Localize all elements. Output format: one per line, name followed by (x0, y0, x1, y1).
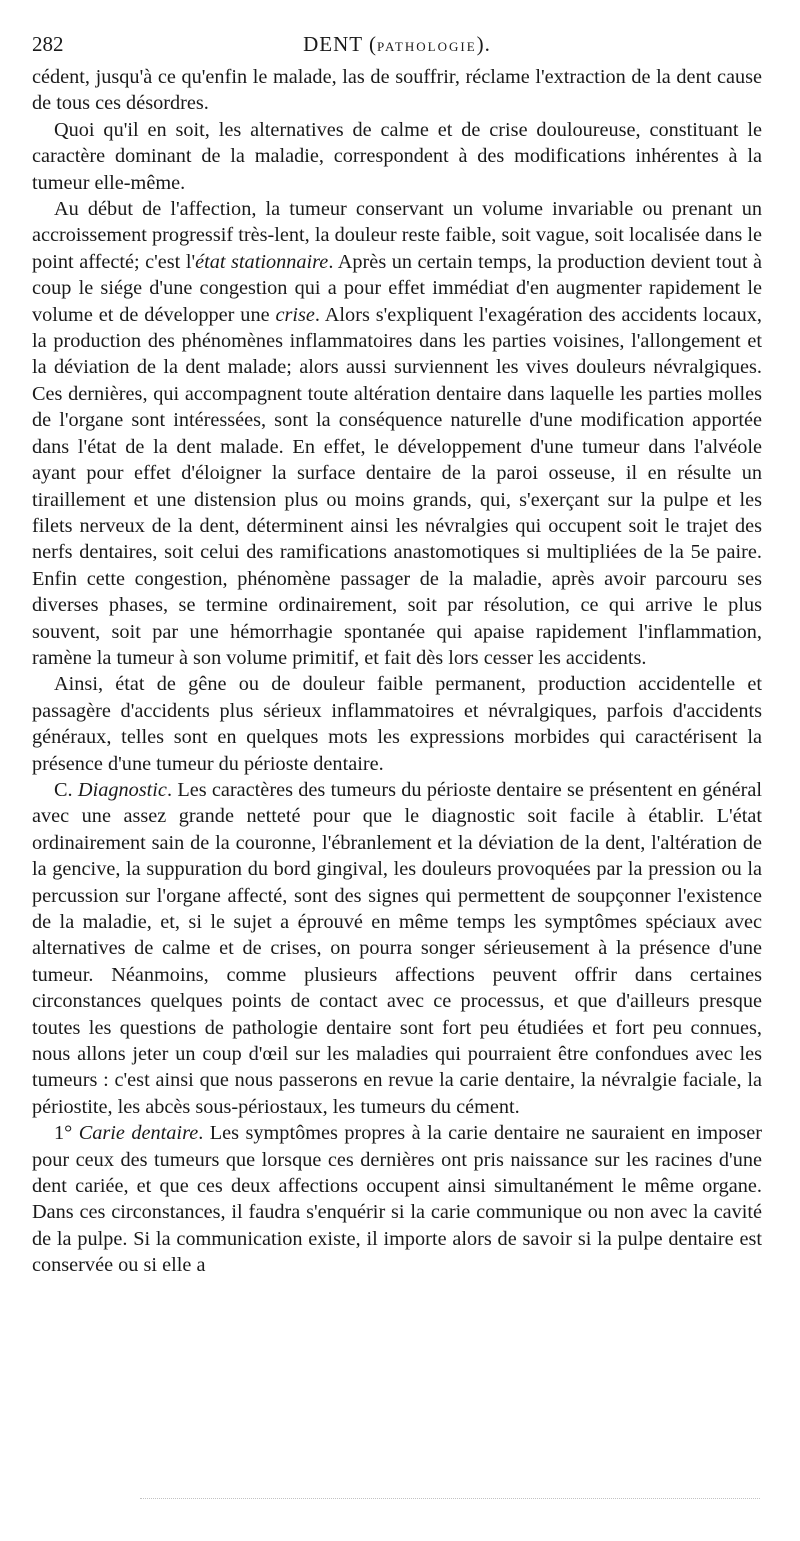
running-title-sub: PATHOLOGIE (376, 39, 477, 54)
paragraph-2 (32, 117, 762, 196)
paragraph-1 (32, 64, 762, 117)
paragraph-3 (32, 196, 762, 671)
paragraph-text: . Les caractères des tumeurs du périoste dentaire se présentent en général avec une assez grande netteté pour que le diagnostic soit facile à établir. L'état ordinairement sain de la couronne, l'ébranlement et la déviation de la dent, l'altération de la gencive, la suppuration du bord gingival, les douleurs provoquées par la pression ou la percussion sur l'organe affecté, sont des signes qui permettent de soupçonner l'existence de la maladie, et, si le sujet a éprouvé en même temps les symptômes spéciaux avec alternatives de calme et de crises, on pourra songer sérieusement à la présence d'une tumeur. Néanmoins, comme plusieurs affections peuvent offrir dans certaines circonstances quelques points de contact avec ce processus, et que d'ailleurs presque toutes les questions de pathologie dentaire sont fort peu étudiées et fort peu connues, nous allons jeter un coup d'œil sur les maladies qui pourraient être confondues avec les tumeurs : c'est ainsi que nous passerons en revue la carie dentaire, la névralgie faciale, la périostite, les abcès sous-périostaux, les tumeurs du cément. (32, 778, 762, 1118)
paragraph-text: . Les symptômes propres à la carie dentaire ne sauraient en imposer pour ceux des tumeurs que lorsque ces dernières ont pris naissance sur les racines d'une dent cariée, et que ces deux affections occupent ainsi simultanément le même organe. Dans ces circonstances, il faudra s'enquérir si la carie communique ou non avec la cavité de la pulpe. Si la communication existe, il importe alors de savoir si la pulpe dentaire est conservée ou si elle a (32, 1122, 763, 1277)
emphasis-etat-stationnaire: état stationnaire (195, 250, 329, 273)
page-number: 282 (32, 32, 64, 56)
running-title (32, 30, 762, 61)
section-label: C. (54, 778, 78, 801)
running-header (32, 30, 762, 64)
section-heading-carie: Carie dentaire (78, 1122, 199, 1145)
paragraph-text: Ainsi, état de gêne ou de douleur faible permanent, production accidentelle et passagère d'accidents plus sérieux inflammatoires et névralgiques, parfois d'accidents généraux, telles sont en quelques mots les expressions morbides qui caractérisent la présence d'une tumeur du périoste dentaire. (32, 673, 762, 775)
paragraph-carie (32, 1120, 762, 1278)
paragraph-text: Au début de l'affection, la tumeur conservant un volume invariable ou prenant un accroissement progressif très-lent, la douleur reste faible, soit vague, soit localisée dans le point affecté; c'est l' (32, 198, 762, 273)
page (32, 30, 762, 1279)
paragraph-4 (32, 671, 762, 777)
section-label: 1° (54, 1122, 79, 1145)
paragraph-text: cédent, jusqu'à ce qu'enfin le malade, las de souffrir, réclame l'extraction de la dent cause de tous ces désordres. (32, 66, 762, 115)
page-footer-mark (140, 1498, 760, 1503)
paragraph-text: . Après un certain temps, la production devient tout à coup le siége d'une congestion qui a pour effet immédiat d'en augmenter rapidement le volume et de développer une (32, 250, 762, 326)
paragraph-text: . Alors s'expliquent l'exagération des accidents locaux, la production des phénomènes inflammatoires dans les parties voisines, l'allongement et la déviation de la dent malade; alors aussi surviennent les vives douleurs névralgiques. Ces dernières, qui accompagnent toute altération dentaire dans laquelle les parties molles de l'organe sont intéressées, sont la conséquence naturelle d'une modification apportée dans l'état de la dent malade. En effet, le développement d'une tumeur dans l'alvéole ayant pour effet d'éloigner la surface dentaire de la paroi osseuse, il en résulte un tiraillement et une distension plus ou moins grands, qui, s'exerçant sur la pulpe et les filets nerveux de la dent, déterminent ainsi les névralgies qui occupent soit le trajet des nerfs dentaires, soit celui des ramifications anastomotiques si multipliées de la 5e paire. Enfin cette congestion, phénomène passager de la maladie, après avoir parcouru ses diverses phases, se termine ordinairement, soit par résolution, ce qui arrive le plus souvent, soit par une hémorrhagie spontanée qui apaise rapidement l'inflammation, ramène la tumeur à son volume primitif, et fait dès lors cesser les accidents. (32, 303, 762, 669)
section-heading-diagnostic: Diagnostic (77, 778, 167, 801)
running-title-end: ). (476, 32, 491, 56)
emphasis-crise: crise (275, 303, 315, 326)
paragraph-diagnostic (32, 777, 762, 1120)
paragraph-text: Quoi qu'il en soit, les alternatives de calme et de crise douloureuse, constituant le caractère dominant de la maladie, correspondent à des modifications inhérentes à la tumeur elle-même. (32, 118, 762, 194)
body-text (32, 64, 762, 1279)
running-title-main: DENT ( (303, 32, 377, 56)
